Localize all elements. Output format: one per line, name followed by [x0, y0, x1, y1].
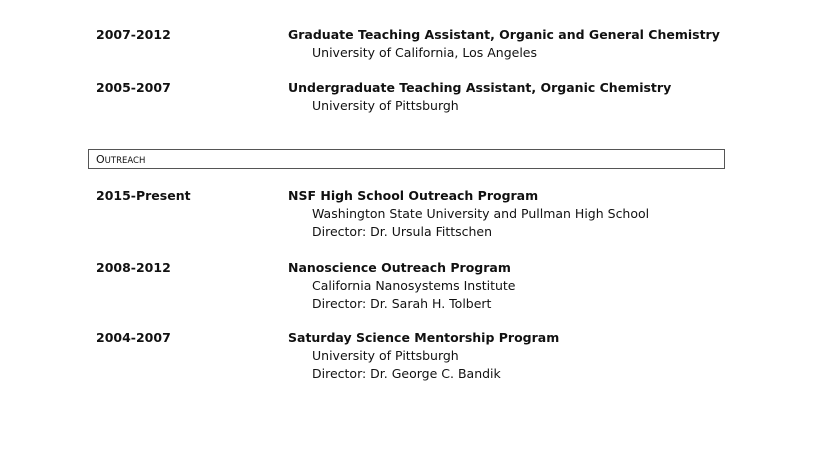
entry-institution: Washington State University and Pullman High School	[312, 206, 650, 221]
entry-title: Saturday Science Mentorship Program	[288, 330, 560, 345]
section-heading-initial: O	[96, 153, 105, 166]
entry-dates: 2007-2012	[96, 27, 171, 42]
entry-title: Undergraduate Teaching Assistant, Organic Chemistry	[288, 80, 672, 95]
outreach-section-header	[88, 149, 725, 169]
entry-institution: University of Pittsburgh	[312, 348, 459, 363]
entry-dates: 2004-2007	[96, 330, 171, 345]
entry-dates: 2008-2012	[96, 260, 171, 275]
entry-dates: 2005-2007	[96, 80, 171, 95]
entry-institution: University of California, Los Angeles	[312, 45, 538, 60]
entry-director: Director: Dr. George C. Bandik	[312, 366, 501, 381]
section-heading	[96, 153, 145, 166]
entry-dates: 2015-Present	[96, 188, 191, 203]
entry-title: NSF High School Outreach Program	[288, 188, 539, 203]
entry-title: Graduate Teaching Assistant, Organic and General Chemistry	[288, 27, 720, 42]
entry-title: Nanoscience Outreach Program	[288, 260, 511, 275]
entry-director: Director: Dr. Sarah H. Tolbert	[312, 296, 492, 311]
entry-director: Director: Dr. Ursula Fittschen	[312, 224, 493, 239]
entry-institution: University of Pittsburgh	[312, 98, 459, 113]
section-heading-rest: UTREACH	[104, 156, 146, 166]
entry-institution: California Nanosystems Institute	[312, 278, 516, 293]
